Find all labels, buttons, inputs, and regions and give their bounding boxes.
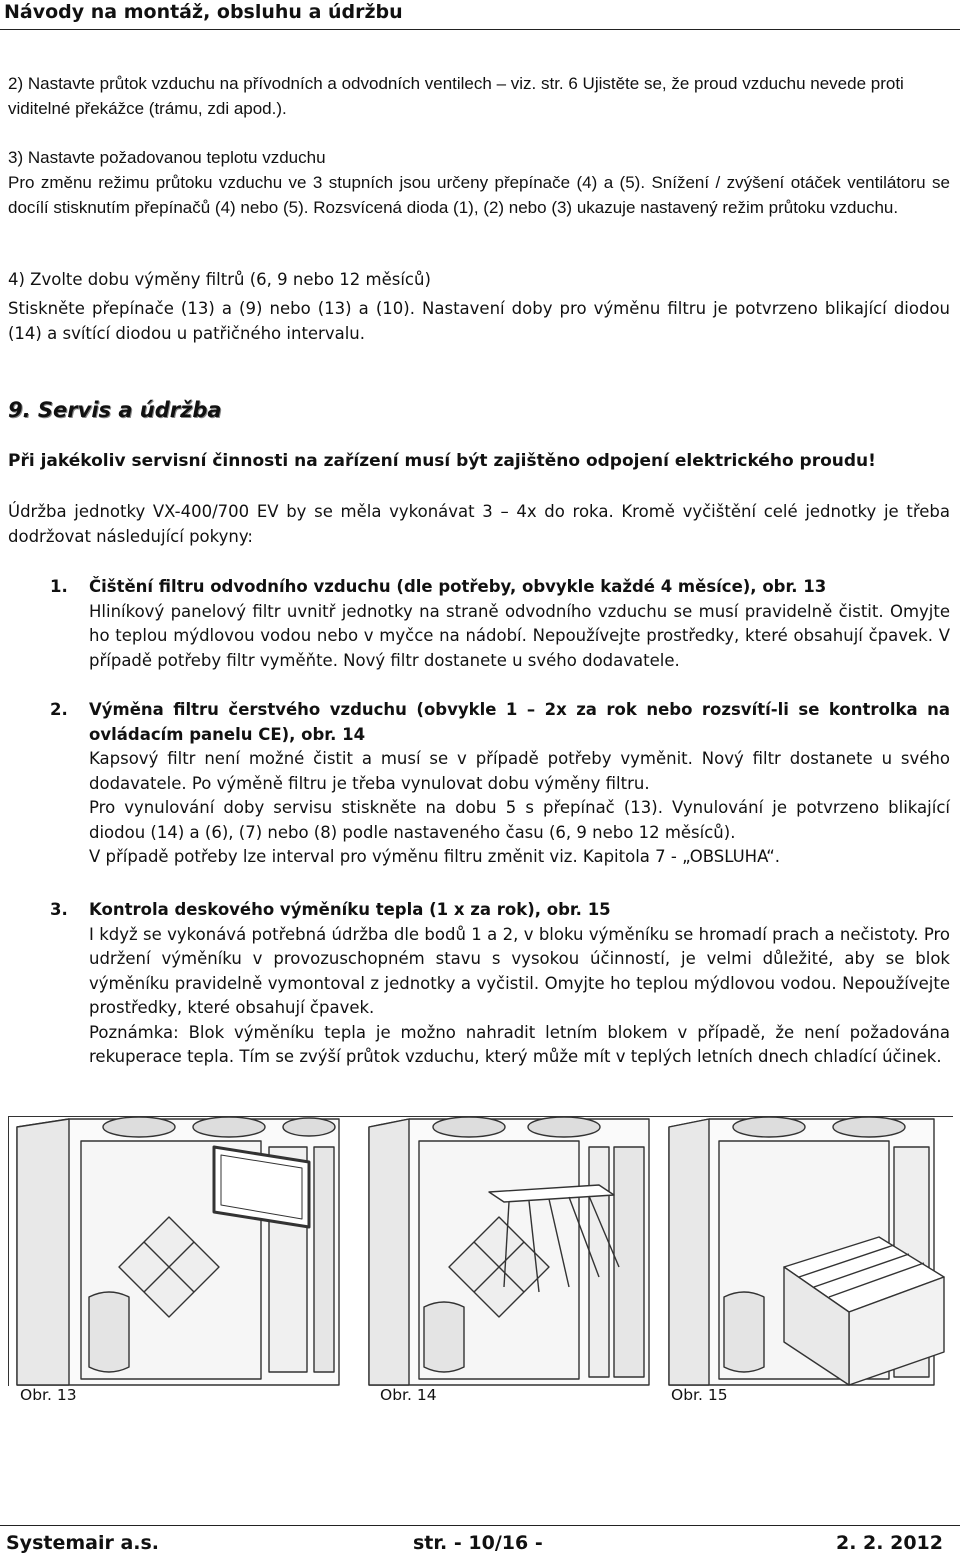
item-number: 3. — [50, 900, 68, 919]
figure-14-caption: Obr. 14 — [380, 1386, 437, 1404]
footer-company: Systemair a.s. — [6, 1532, 160, 1554]
intro-step-4-body: Stiskněte přepínače (13) a (9) nebo (13) a (10). Nastavení doby pro výměnu filtru je potvrzeno blikající diodou (14) a svítící diodou u patřičného intervalu. — [8, 299, 950, 343]
page-footer — [0, 1525, 960, 1557]
item-body-para: V případě potřeby lze interval pro výměnu filtru změnit viz. Kapitola 7 - „OBSLUHA“. — [89, 847, 781, 866]
intro-step-4-title: 4) Zvolte dobu výměny filtrů (6, 9 nebo 12 měsíců) — [8, 270, 431, 289]
intro-step-2: 2) Nastavte průtok vzduchu na přívodních a odvodních ventilech – viz. str. 6 Ujistěte se, že proud vzduchu nevede proti viditelné překážce (trámu, zdi apod.). — [8, 74, 904, 118]
maintenance-item-1 — [50, 575, 950, 673]
intro-step-3-body: Pro změnu režimu průtoku vzduchu ve 3 stupních jsou určeny přepínače (4) a (5). Snížení / zvýšení otáček ventilátoru se docílí stisknutím přepínačů (4) nebo (5). Rozsvícená dioda (1), (2) nebo (3) ukazuje nastavený režim průtoku vzduchu. — [8, 173, 950, 217]
item-title: Kontrola deskového výměníku tepla (1 x za rok), obr. 15 — [89, 900, 611, 919]
item-body — [89, 747, 950, 870]
item-number: 2. — [50, 700, 68, 719]
figure-13-unit-drawing — [17, 1117, 339, 1385]
figure-14-unit-drawing — [369, 1117, 649, 1385]
item-title: Výměna filtru čerstvého vzduchu (obvykle 1 – 2x za rok nebo rozsvítí-li se kontrolka na ovládacím panelu CE), obr. 14 — [89, 700, 950, 744]
figures-panel — [8, 1116, 953, 1386]
header-title: Návody na montáž, obsluhu a údržbu — [4, 1, 403, 23]
footer-date: 2. 2. 2012 — [836, 1532, 943, 1554]
footer-page-number: str. - 10/16 - — [413, 1532, 543, 1554]
maintenance-item-3 — [50, 898, 950, 1070]
item-body-para: Poznámka: Blok výměníku tepla je možno nahradit letním blokem v případě, že není požadována rekuperace tepla. Tím se zvýší průtok vzduchu, který může mít v teplých letních dnech chladící účinek. — [89, 1022, 950, 1066]
item-body — [89, 923, 950, 1070]
figure-15-caption: Obr. 15 — [671, 1386, 728, 1404]
safety-warning: Při jakékoliv servisní činnosti na zařízení musí být zajištěno odpojení elektrického proudu! — [8, 451, 876, 471]
item-title: Čištění filtru odvodního vzduchu (dle potřeby, obvykle každé 4 měsíce), obr. 13 — [89, 577, 827, 596]
maintenance-item-2 — [50, 698, 950, 870]
section-title: 9. Servis a údržba — [8, 398, 222, 422]
item-number: 1. — [50, 577, 68, 596]
intro-step-3-title: 3) Nastavte požadovanou teplotu vzduchu — [8, 148, 326, 167]
figure-15-unit-drawing — [669, 1117, 944, 1385]
item-body: Hliníkový panelový filtr uvnitř jednotky na straně odvodního vzduchu se musí pravidelně čistit. Omyjte ho teplou mýdlovou vodou nebo v myčce na nádobí. Nepoužívejte prostředky, které obsahují čpavek. V případě potřeby filtr vyměňte. Nový filtr dostanete u svého dodavatele. — [89, 601, 950, 670]
figure-13-caption: Obr. 13 — [20, 1386, 77, 1404]
section-intro: Údržba jednotky VX-400/700 EV by se měla vykonávat 3 – 4x do roka. Kromě vyčištění celé jednotky je třeba dodržovat následující pokyny: — [8, 502, 950, 546]
item-body-para: Pro vynulování doby servisu stiskněte na dobu 5 s přepínač (13). Vynulování je potvrzeno blikající diodou (14) a (6), (7) nebo (8) podle nastaveného času (6, 9 nebo 12 měsíců). — [89, 798, 950, 842]
page-header — [0, 0, 960, 30]
item-body-para: I když se vykonává potřebná údržba dle bodů 1 a 2, v bloku výměníku se hromadí prach a nečistoty. Pro udržení výměníku v provozuschopném stavu s vysokou účinností, je velmi důležité, aby se blok výměníku pravidelně vymontoval z jednotky a vyčistil. Omyjte ho teplou mýdlovou vodou. Nepoužívejte prostředky, které obsahují čpavek. — [89, 924, 950, 1017]
item-body-para: Kapsový filtr není možné čistit a musí se v případě potřeby vyměnit. Nový filtr dostanete u svého dodavatele. Po výměně filtru je třeba vynulovat dobu výměny filtru. — [89, 749, 950, 793]
